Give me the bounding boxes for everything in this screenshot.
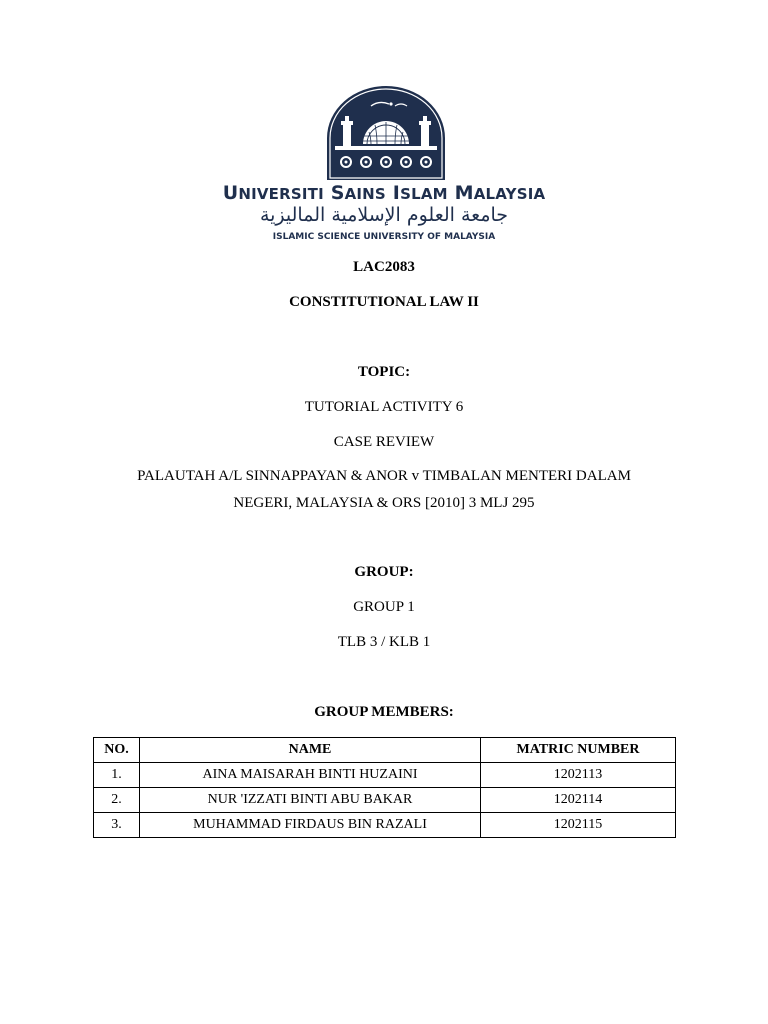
table-row xyxy=(94,788,676,813)
member-no: 3. xyxy=(94,813,140,838)
course-code: LAC2083 xyxy=(353,259,415,275)
table-header-row xyxy=(94,738,676,763)
group-class: TLB 3 / KLB 1 xyxy=(337,634,431,650)
case-title-line-2: NEGERI, MALAYSIA & ORS [2010] 3 MLJ 295 xyxy=(233,495,535,511)
member-matric: 1202115 xyxy=(481,813,676,838)
topic-activity: TUTORIAL ACTIVITY 6 xyxy=(304,399,464,415)
university-name: UNIVERSITI SAINS ISLAM MALAYSIA xyxy=(222,182,546,204)
members-heading: GROUP MEMBERS: xyxy=(314,704,454,720)
group-name: GROUP 1 xyxy=(353,599,415,615)
column-header-name: NAME xyxy=(140,738,481,763)
university-name-arabic: جامعة العلوم الإسلامية الماليزية xyxy=(259,204,509,226)
group-heading: GROUP: xyxy=(354,564,414,580)
topic-type: CASE REVIEW xyxy=(333,434,435,450)
case-title-line-1: PALAUTAH A/L SINNAPPAYAN & ANOR v TIMBALAN MENTERI DALAM xyxy=(137,468,631,484)
member-no: 1. xyxy=(94,763,140,788)
members-table xyxy=(93,737,676,838)
member-matric: 1202113 xyxy=(481,763,676,788)
member-name: AINA MAISARAH BINTI HUZAINI xyxy=(140,763,481,788)
column-header-no: NO. xyxy=(94,738,140,763)
university-name-english: ISLAMIC SCIENCE UNIVERSITY OF MALAYSIA xyxy=(272,232,496,242)
course-name: CONSTITUTIONAL LAW II xyxy=(289,294,479,310)
university-emblem-icon xyxy=(325,86,447,180)
table-row xyxy=(94,813,676,838)
member-no: 2. xyxy=(94,788,140,813)
member-name: MUHAMMAD FIRDAUS BIN RAZALI xyxy=(140,813,481,838)
member-name: NUR 'IZZATI BINTI ABU BAKAR xyxy=(140,788,481,813)
column-header-matric: MATRIC NUMBER xyxy=(481,738,676,763)
topic-heading: TOPIC: xyxy=(357,364,411,380)
table-row xyxy=(94,763,676,788)
member-matric: 1202114 xyxy=(481,788,676,813)
